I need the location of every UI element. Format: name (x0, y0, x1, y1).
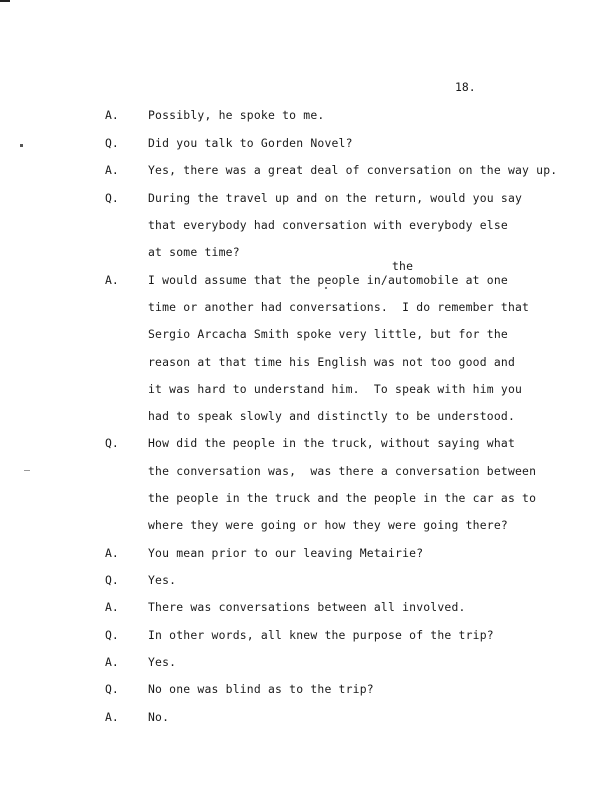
transcript-line: where they were going or how they were going there? (148, 518, 508, 532)
transcript-line: You mean prior to our leaving Metairie? (148, 546, 424, 560)
speaker-label: A. (105, 655, 119, 669)
transcript-line: Yes, there was a great deal of conversation on the way up. (148, 163, 558, 177)
transcript-line: Sergio Arcacha Smith spoke very little, but for the (148, 327, 508, 341)
handwritten-insertion: the (392, 259, 414, 273)
speaker-label: Q. (105, 628, 119, 642)
transcript-line: In other words, all knew the purpose of the trip? (148, 628, 494, 642)
scan-speck (20, 144, 23, 147)
transcript-line: it was hard to understand him. To speak with him you (148, 382, 523, 396)
speaker-label: A. (105, 546, 119, 560)
transcript-line: How did the people in the truck, without saying what (148, 436, 516, 450)
scan-speck (24, 470, 30, 471)
speaker-label: Q. (105, 436, 119, 450)
speaker-label: A. (105, 273, 119, 287)
transcript-line: reason at that time his English was not too good and (148, 355, 516, 369)
speaker-label: Q. (105, 682, 119, 696)
page-number: 18. (455, 80, 476, 94)
speaker-label: Q. (105, 573, 119, 587)
transcript-line: No one was blind as to the trip? (148, 682, 374, 696)
transcript-line: There was conversations between all involved. (148, 600, 466, 614)
speaker-label: A. (105, 710, 119, 724)
transcript-line: Yes. (148, 573, 177, 587)
transcript-line: During the travel up and on the return, would you say (148, 191, 523, 205)
scan-corner-mark (0, 0, 10, 2)
transcript-line: I would assume that the people in/automobile at one (148, 273, 508, 287)
speaker-label: A. (105, 108, 119, 122)
transcript-line: the conversation was, was there a conversation between (148, 464, 537, 478)
transcript-line: No. (148, 710, 170, 724)
scan-speck (325, 287, 327, 289)
transcript-line: Yes. (148, 655, 177, 669)
transcript-line: Possibly, he spoke to me. (148, 108, 325, 122)
speaker-label: Q. (105, 136, 119, 150)
speaker-label: A. (105, 163, 119, 177)
transcript-line: the people in the truck and the people in the car as to (148, 491, 537, 505)
transcript-line: Did you talk to Gorden Novel? (148, 136, 353, 150)
speaker-label: A. (105, 600, 119, 614)
transcript-line: had to speak slowly and distinctly to be understood. (148, 409, 516, 423)
transcript-line: at some time? (148, 245, 240, 259)
speaker-label: Q. (105, 191, 119, 205)
transcript-line: time or another had conversations. I do remember that (148, 300, 530, 314)
transcript-line: that everybody had conversation with everybody else (148, 218, 508, 232)
